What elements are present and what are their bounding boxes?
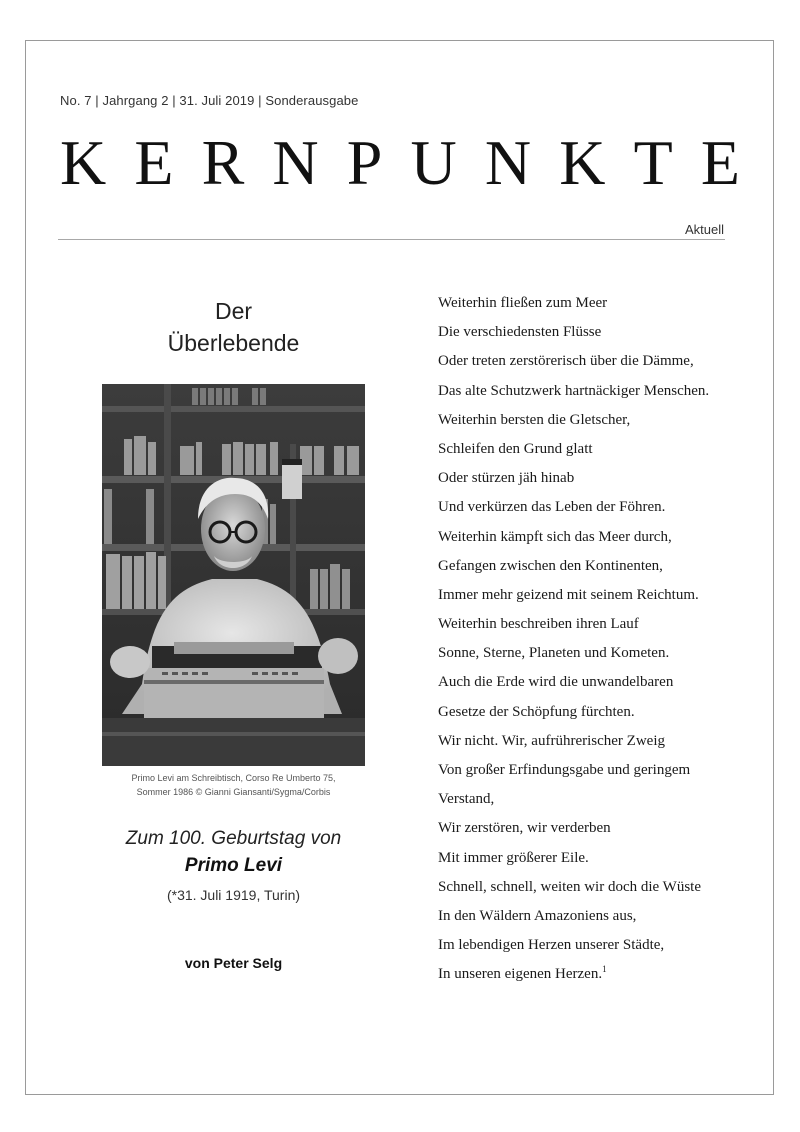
poem-line: Gefangen zwischen den Kontinenten, xyxy=(438,557,663,574)
article-title-line: Überlebende xyxy=(167,330,300,356)
masthead-letter: T xyxy=(633,127,673,198)
photo-illustration xyxy=(102,384,365,766)
poem-line: Und verkürzen das Leben der Föhren. xyxy=(438,499,666,516)
poem-line: Weiterhin beschreiben ihren Lauf xyxy=(438,616,639,633)
masthead-letter: U xyxy=(410,127,457,198)
poem-line: Wir nicht. Wir, aufrührerischer Zweig xyxy=(438,732,665,749)
poem-line: Gesetze der Schöpfung fürchten. xyxy=(438,703,635,720)
poem xyxy=(438,293,758,994)
masthead-letter: N xyxy=(272,127,319,198)
subtitle-birth-info: (*31. Juli 1919, Turin) xyxy=(166,887,301,903)
masthead-letter: E xyxy=(700,127,740,198)
footnote-marker[interactable]: 1 xyxy=(602,964,607,975)
article-subtitle xyxy=(92,826,375,906)
author-photo xyxy=(102,384,365,766)
article-title xyxy=(102,295,365,359)
poem-line: Schleifen den Grund glatt xyxy=(438,440,593,457)
poem-line: Verstand, xyxy=(438,791,495,808)
masthead-letter: N xyxy=(484,127,532,198)
caption-line: Primo Levi am Schreibtisch, Corso Re Umberto 75, xyxy=(131,773,336,783)
poem-line: Von großer Erfindungsgabe und geringem xyxy=(438,762,691,778)
masthead-letter: K xyxy=(60,127,107,198)
poem-line: Schnell, schnell, weiten wir doch die Wüste xyxy=(438,878,701,895)
byline: von Peter Selg xyxy=(184,955,283,971)
poem-line: Sonne, Sterne, Planeten und Kometen. xyxy=(438,645,670,662)
poem-line: Wir zerstören, wir verderben xyxy=(438,820,611,837)
caption-line: Sommer 1986 © Gianni Giansanti/Sygma/Corbis xyxy=(136,787,331,797)
article-title-line: Der xyxy=(214,298,253,324)
section-label: Aktuell xyxy=(684,222,724,237)
poem-line: Oder stürzen jäh hinab xyxy=(438,470,575,487)
poem-line: In den Wäldern Amazoniens aus, xyxy=(438,907,637,924)
poem-last-line xyxy=(438,964,758,993)
photo-caption xyxy=(92,771,375,799)
masthead-letter: R xyxy=(201,127,245,198)
poem-line-text: In unseren eigenen Herzen. xyxy=(438,966,603,983)
poem-line: Auch die Erde wird die unwandelbaren xyxy=(438,674,674,691)
poem-line: Weiterhin fließen zum Meer xyxy=(438,295,608,311)
poem-line: Weiterhin bersten die Gletscher, xyxy=(438,411,631,428)
poem-line: Immer mehr geizend mit seinem Reichtum. xyxy=(438,586,699,603)
subtitle-occasion: Zum 100. Geburtstag von xyxy=(125,828,342,849)
masthead-title xyxy=(60,128,740,198)
poem-line: Im lebendigen Herzen unserer Städte, xyxy=(438,937,665,954)
poem-line: Mit immer größerer Eile. xyxy=(438,849,589,866)
masthead-letter: K xyxy=(559,127,606,198)
poem-line: Das alte Schutzwerk hartnäckiger Menschen. xyxy=(438,382,710,399)
subtitle-person: Primo Levi xyxy=(184,855,283,876)
header-divider xyxy=(58,239,725,240)
masthead-letter: E xyxy=(134,127,174,198)
poem-line: Die verschiedensten Flüsse xyxy=(438,324,602,341)
poem-line: Weiterhin kämpft sich das Meer durch, xyxy=(438,528,672,545)
masthead-letter: P xyxy=(346,127,383,198)
issue-line: No. 7 | Jahrgang 2 | 31. Juli 2019 | Sonderausgabe xyxy=(60,93,359,108)
poem-line: Oder treten zerstörerisch über die Dämme, xyxy=(438,353,694,370)
